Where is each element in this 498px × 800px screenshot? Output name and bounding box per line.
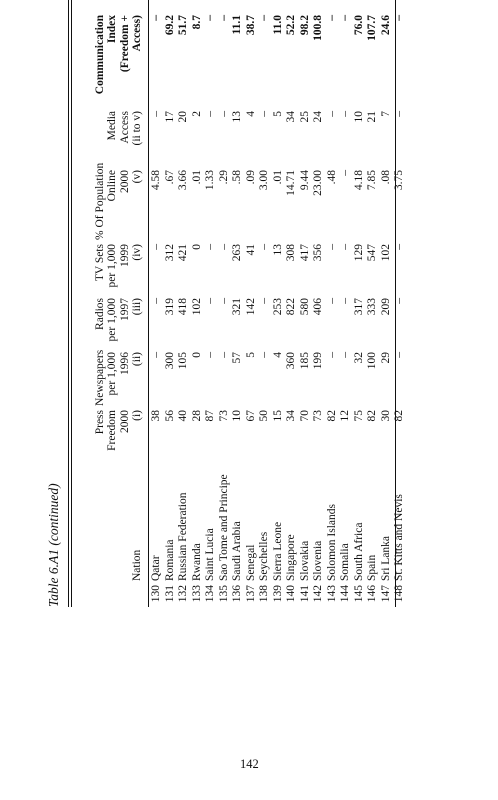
cell-communication-index: 38.7 <box>244 15 257 36</box>
cell-newspapers: – <box>325 352 338 358</box>
cell-nation-name: Slovakia <box>298 540 311 581</box>
cell-press-freedom: 28 <box>190 410 203 422</box>
cell-communication-index: – <box>258 15 270 21</box>
cell-nation-name: Slovenia <box>312 540 324 581</box>
cell-nation-name: Sao Tome and Principe <box>217 474 230 581</box>
table-row <box>366 0 380 607</box>
cell-tv-sets: 41 <box>244 244 257 256</box>
cell-nation-name: Seychelles <box>258 531 270 581</box>
cell-tv-sets: 308 <box>285 244 297 262</box>
cell-row-number: 136 <box>231 585 243 603</box>
cell-population-online: 14.71 <box>285 170 297 196</box>
cell-nation-name: Sierra Leone <box>271 521 284 581</box>
cell-population-online: .48 <box>325 170 338 185</box>
cell-press-freedom: 73 <box>312 410 324 422</box>
header-line: Access) <box>131 15 144 52</box>
rotated-table-page <box>46 0 486 607</box>
cell-radios: 333 <box>366 298 378 316</box>
cell-communication-index: 98.2 <box>298 15 311 36</box>
cell-tv-sets: 417 <box>298 244 311 262</box>
header-line: (ii) <box>131 352 144 367</box>
cell-communication-index: – <box>325 15 338 21</box>
cell-communication-index: 8.7 <box>190 15 203 30</box>
cell-tv-sets: 547 <box>366 244 378 262</box>
cell-newspapers: – <box>217 352 230 358</box>
cell-row-number: 146 <box>366 585 378 603</box>
cell-row-number: 132 <box>177 585 189 603</box>
header-line: (iv) <box>131 244 144 261</box>
cell-media-access: – <box>150 111 162 117</box>
page-number: 142 <box>240 757 259 771</box>
cell-tv-sets: – <box>325 244 338 250</box>
cell-communication-index: – <box>393 15 405 21</box>
cell-population-online: .58 <box>231 170 243 185</box>
cell-row-number: 147 <box>379 585 392 603</box>
cell-nation-name: Solomon Islands <box>325 504 338 581</box>
top-rule-double <box>71 0 72 607</box>
cell-nation-name: Saudi Arabia <box>231 521 243 581</box>
table-row <box>245 0 259 607</box>
header-population-online <box>76 162 144 240</box>
header-line: Radios <box>93 298 106 330</box>
cell-population-online: 3.00 <box>258 170 270 191</box>
cell-row-number: 138 <box>258 585 270 603</box>
header-line: Freedom <box>106 410 119 451</box>
cell-press-freedom: 70 <box>298 410 311 422</box>
cell-newspapers: 199 <box>312 352 324 370</box>
cell-tv-sets: 356 <box>312 244 324 262</box>
header-line: Access <box>118 111 131 144</box>
cell-nation-name: Singapore <box>285 534 297 581</box>
cell-tv-sets: 312 <box>163 244 176 262</box>
cell-media-access: 7 <box>379 111 392 117</box>
cell-media-access: 10 <box>352 111 365 123</box>
cell-tv-sets: – <box>258 244 270 250</box>
cell-communication-index: 11.0 <box>271 15 284 35</box>
cell-press-freedom: 75 <box>352 410 365 422</box>
cell-communication-index: 24.6 <box>379 15 392 36</box>
header-nation <box>76 461 144 581</box>
cell-nation-name: Russian Federation <box>177 492 189 581</box>
header-line: Press <box>93 410 106 435</box>
cell-media-access: 21 <box>366 111 378 123</box>
cell-population-online: .01 <box>190 170 203 185</box>
cell-population-online: 9.44 <box>298 170 311 191</box>
cell-row-number: 141 <box>298 585 311 603</box>
cell-newspapers: – <box>204 352 216 358</box>
cell-newspapers: – <box>339 352 351 358</box>
table-row <box>380 0 394 607</box>
bottom-rule <box>395 0 396 607</box>
cell-communication-index: 52.2 <box>285 15 297 36</box>
cell-nation-name: Spain <box>366 554 378 581</box>
cell-media-access: 34 <box>285 111 297 123</box>
header-communication-index <box>76 15 144 107</box>
cell-tv-sets: 13 <box>271 244 284 256</box>
cell-press-freedom: 40 <box>177 410 189 422</box>
table-row <box>312 0 326 607</box>
cell-press-freedom: 38 <box>150 410 162 422</box>
cell-media-access: – <box>217 111 230 117</box>
table-row <box>258 0 272 607</box>
cell-media-access: 2 <box>190 111 203 117</box>
cell-radios: – <box>258 298 270 304</box>
cell-press-freedom: 10 <box>231 410 243 422</box>
header-tv-sets <box>76 244 144 294</box>
cell-tv-sets: – <box>393 244 405 250</box>
cell-press-freedom: 30 <box>379 410 392 422</box>
cell-media-access: – <box>339 111 351 117</box>
cell-radios: 406 <box>312 298 324 316</box>
cell-newspapers: 105 <box>177 352 189 370</box>
cell-press-freedom: 34 <box>285 410 297 422</box>
cell-population-online: .01 <box>271 170 284 185</box>
cell-newspapers: 5 <box>244 352 257 358</box>
cell-media-access: – <box>258 111 270 117</box>
cell-media-access: 17 <box>163 111 176 123</box>
cell-nation-name: Somalia <box>339 543 351 581</box>
cell-population-online: .67 <box>163 170 176 185</box>
table-row <box>218 0 232 607</box>
header-media-access <box>76 111 144 166</box>
cell-population-online: .09 <box>244 170 257 185</box>
cell-newspapers: 4 <box>271 352 284 358</box>
cell-communication-index: – <box>339 15 351 21</box>
header-line: Nation <box>131 549 144 581</box>
cell-radios: – <box>150 298 162 304</box>
cell-nation-name: Saint Lucia <box>204 528 216 581</box>
cell-population-online: 4.18 <box>352 170 365 191</box>
cell-newspapers: 100 <box>366 352 378 370</box>
header-line: Online <box>106 170 119 202</box>
cell-newspapers: – <box>258 352 270 358</box>
cell-communication-index: – <box>217 15 230 21</box>
table-caption: Table 6.A1 (continued) <box>46 483 61 607</box>
cell-radios: 580 <box>298 298 311 316</box>
cell-tv-sets: – <box>339 244 351 250</box>
cell-press-freedom: 15 <box>271 410 284 422</box>
cell-row-number: 144 <box>339 585 351 603</box>
cell-row-number: 148 <box>393 585 405 603</box>
header-line: TV Sets <box>93 244 106 282</box>
table-row <box>272 0 286 607</box>
header-line: (iii) <box>131 298 144 316</box>
cell-radios: – <box>204 298 216 304</box>
cell-tv-sets: 129 <box>352 244 365 262</box>
cell-row-number: 134 <box>204 585 216 603</box>
cell-newspapers: – <box>393 352 405 358</box>
cell-population-online: 7.85 <box>366 170 378 191</box>
cell-newspapers: 32 <box>352 352 365 364</box>
header-line: per 1,000 <box>106 298 119 342</box>
header-line: (Freedom + <box>118 15 131 73</box>
header-line: (ii to v) <box>131 111 144 146</box>
table-row <box>164 0 178 607</box>
cell-tv-sets: 102 <box>379 244 392 262</box>
table-body <box>150 0 407 607</box>
header-line: Media <box>106 111 119 141</box>
cell-press-freedom: 12 <box>339 410 351 422</box>
cell-tv-sets: – <box>204 244 216 250</box>
cell-radios: 253 <box>271 298 284 316</box>
cell-newspapers: – <box>150 352 162 358</box>
cell-radios: 142 <box>244 298 257 316</box>
table-row <box>326 0 340 607</box>
header-line: 2000 <box>118 410 131 433</box>
cell-media-access: 4 <box>244 111 257 117</box>
table-row <box>339 0 353 607</box>
cell-radios: 418 <box>177 298 189 316</box>
cell-nation-name: Senegal <box>244 544 257 581</box>
table-row <box>299 0 313 607</box>
header-press-freedom <box>76 410 144 455</box>
cell-radios: 317 <box>352 298 365 316</box>
cell-radios: 102 <box>190 298 203 316</box>
cell-radios: 319 <box>163 298 176 316</box>
cell-radios: – <box>393 298 405 304</box>
cell-communication-index: – <box>204 15 216 21</box>
cell-tv-sets: 421 <box>177 244 189 262</box>
cell-newspapers: 360 <box>285 352 297 370</box>
cell-media-access: 13 <box>231 111 243 123</box>
cell-press-freedom: 50 <box>258 410 270 422</box>
cell-press-freedom: 82 <box>366 410 378 422</box>
cell-nation-name: Romania <box>163 539 176 581</box>
cell-newspapers: 29 <box>379 352 392 364</box>
cell-population-online: – <box>339 170 351 176</box>
cell-communication-index: 11.1 <box>231 15 243 35</box>
table-row <box>177 0 191 607</box>
cell-communication-index: 69.2 <box>163 15 176 36</box>
cell-row-number: 139 <box>271 585 284 603</box>
cell-nation-name: Sri Lanka <box>379 535 392 581</box>
header-line: Index <box>106 15 119 44</box>
cell-row-number: 131 <box>163 585 176 603</box>
header-rule <box>148 0 149 607</box>
cell-tv-sets: – <box>150 244 162 250</box>
header-line: Communication <box>93 15 106 95</box>
cell-radios: 822 <box>285 298 297 316</box>
cell-media-access: – <box>325 111 338 117</box>
cell-nation-name: Rwanda <box>190 543 203 581</box>
cell-row-number: 140 <box>285 585 297 603</box>
cell-media-access: 20 <box>177 111 189 123</box>
cell-population-online: 3.66 <box>177 170 189 191</box>
header-newspapers <box>76 349 144 406</box>
cell-tv-sets: – <box>217 244 230 250</box>
cell-tv-sets: 0 <box>190 244 203 250</box>
header-line: per 1,000 <box>106 352 119 396</box>
table-row <box>150 0 164 607</box>
header-line: % Of Population <box>93 162 106 240</box>
header-radios <box>76 298 144 348</box>
cell-row-number: 143 <box>325 585 338 603</box>
cell-radios: – <box>339 298 351 304</box>
cell-press-freedom: 82 <box>393 410 405 422</box>
header-line: (v) <box>131 170 144 184</box>
cell-press-freedom: 73 <box>217 410 230 422</box>
cell-newspapers: 300 <box>163 352 176 370</box>
table-row <box>285 0 299 607</box>
cell-communication-index: 107.7 <box>366 15 378 41</box>
cell-press-freedom: 67 <box>244 410 257 422</box>
cell-communication-index: – <box>150 15 162 21</box>
cell-population-online: 1.33 <box>204 170 216 191</box>
cell-radios: – <box>325 298 338 304</box>
cell-population-online: .29 <box>217 170 230 185</box>
header-line: 2000 <box>118 170 131 193</box>
cell-row-number: 133 <box>190 585 203 603</box>
cell-row-number: 137 <box>244 585 257 603</box>
cell-population-online: 3.75 <box>393 170 405 191</box>
cell-communication-index: 76.0 <box>352 15 365 36</box>
cell-media-access: 24 <box>312 111 324 123</box>
cell-newspapers: 185 <box>298 352 311 370</box>
cell-row-number: 130 <box>150 585 162 603</box>
cell-population-online: .08 <box>379 170 392 185</box>
cell-media-access: 5 <box>271 111 284 117</box>
header-line: Newspapers <box>93 349 106 406</box>
header-line: 1996 <box>118 352 131 375</box>
cell-media-access: – <box>204 111 216 117</box>
cell-radios: 321 <box>231 298 243 316</box>
cell-row-number: 145 <box>352 585 365 603</box>
cell-population-online: 23.00 <box>312 170 324 196</box>
header-line: per 1,000 <box>106 244 119 288</box>
header-line: 1997 <box>118 298 131 321</box>
cell-row-number: 135 <box>217 585 230 603</box>
header-line: (i) <box>131 410 144 421</box>
cell-press-freedom: 82 <box>325 410 338 422</box>
cell-communication-index: 100.8 <box>312 15 324 41</box>
cell-population-online: 4.58 <box>150 170 162 191</box>
table-row <box>204 0 218 607</box>
cell-radios: 209 <box>379 298 392 316</box>
cell-media-access: – <box>393 111 405 117</box>
cell-nation-name: South Africa <box>352 522 365 581</box>
cell-tv-sets: 263 <box>231 244 243 262</box>
top-rule <box>68 0 69 607</box>
header-line: 1999 <box>118 244 131 267</box>
cell-nation-name: St. Kitts and Nevis <box>393 494 405 581</box>
cell-nation-name: Qatar <box>150 555 162 581</box>
cell-newspapers: 0 <box>190 352 203 358</box>
cell-radios: – <box>217 298 230 304</box>
table-row <box>191 0 205 607</box>
cell-row-number: 142 <box>312 585 324 603</box>
cell-press-freedom: 87 <box>204 410 216 422</box>
cell-newspapers: 57 <box>231 352 243 364</box>
table-row <box>231 0 245 607</box>
cell-press-freedom: 56 <box>163 410 176 422</box>
cell-media-access: 25 <box>298 111 311 123</box>
table-row <box>353 0 367 607</box>
cell-communication-index: 51.7 <box>177 15 189 36</box>
